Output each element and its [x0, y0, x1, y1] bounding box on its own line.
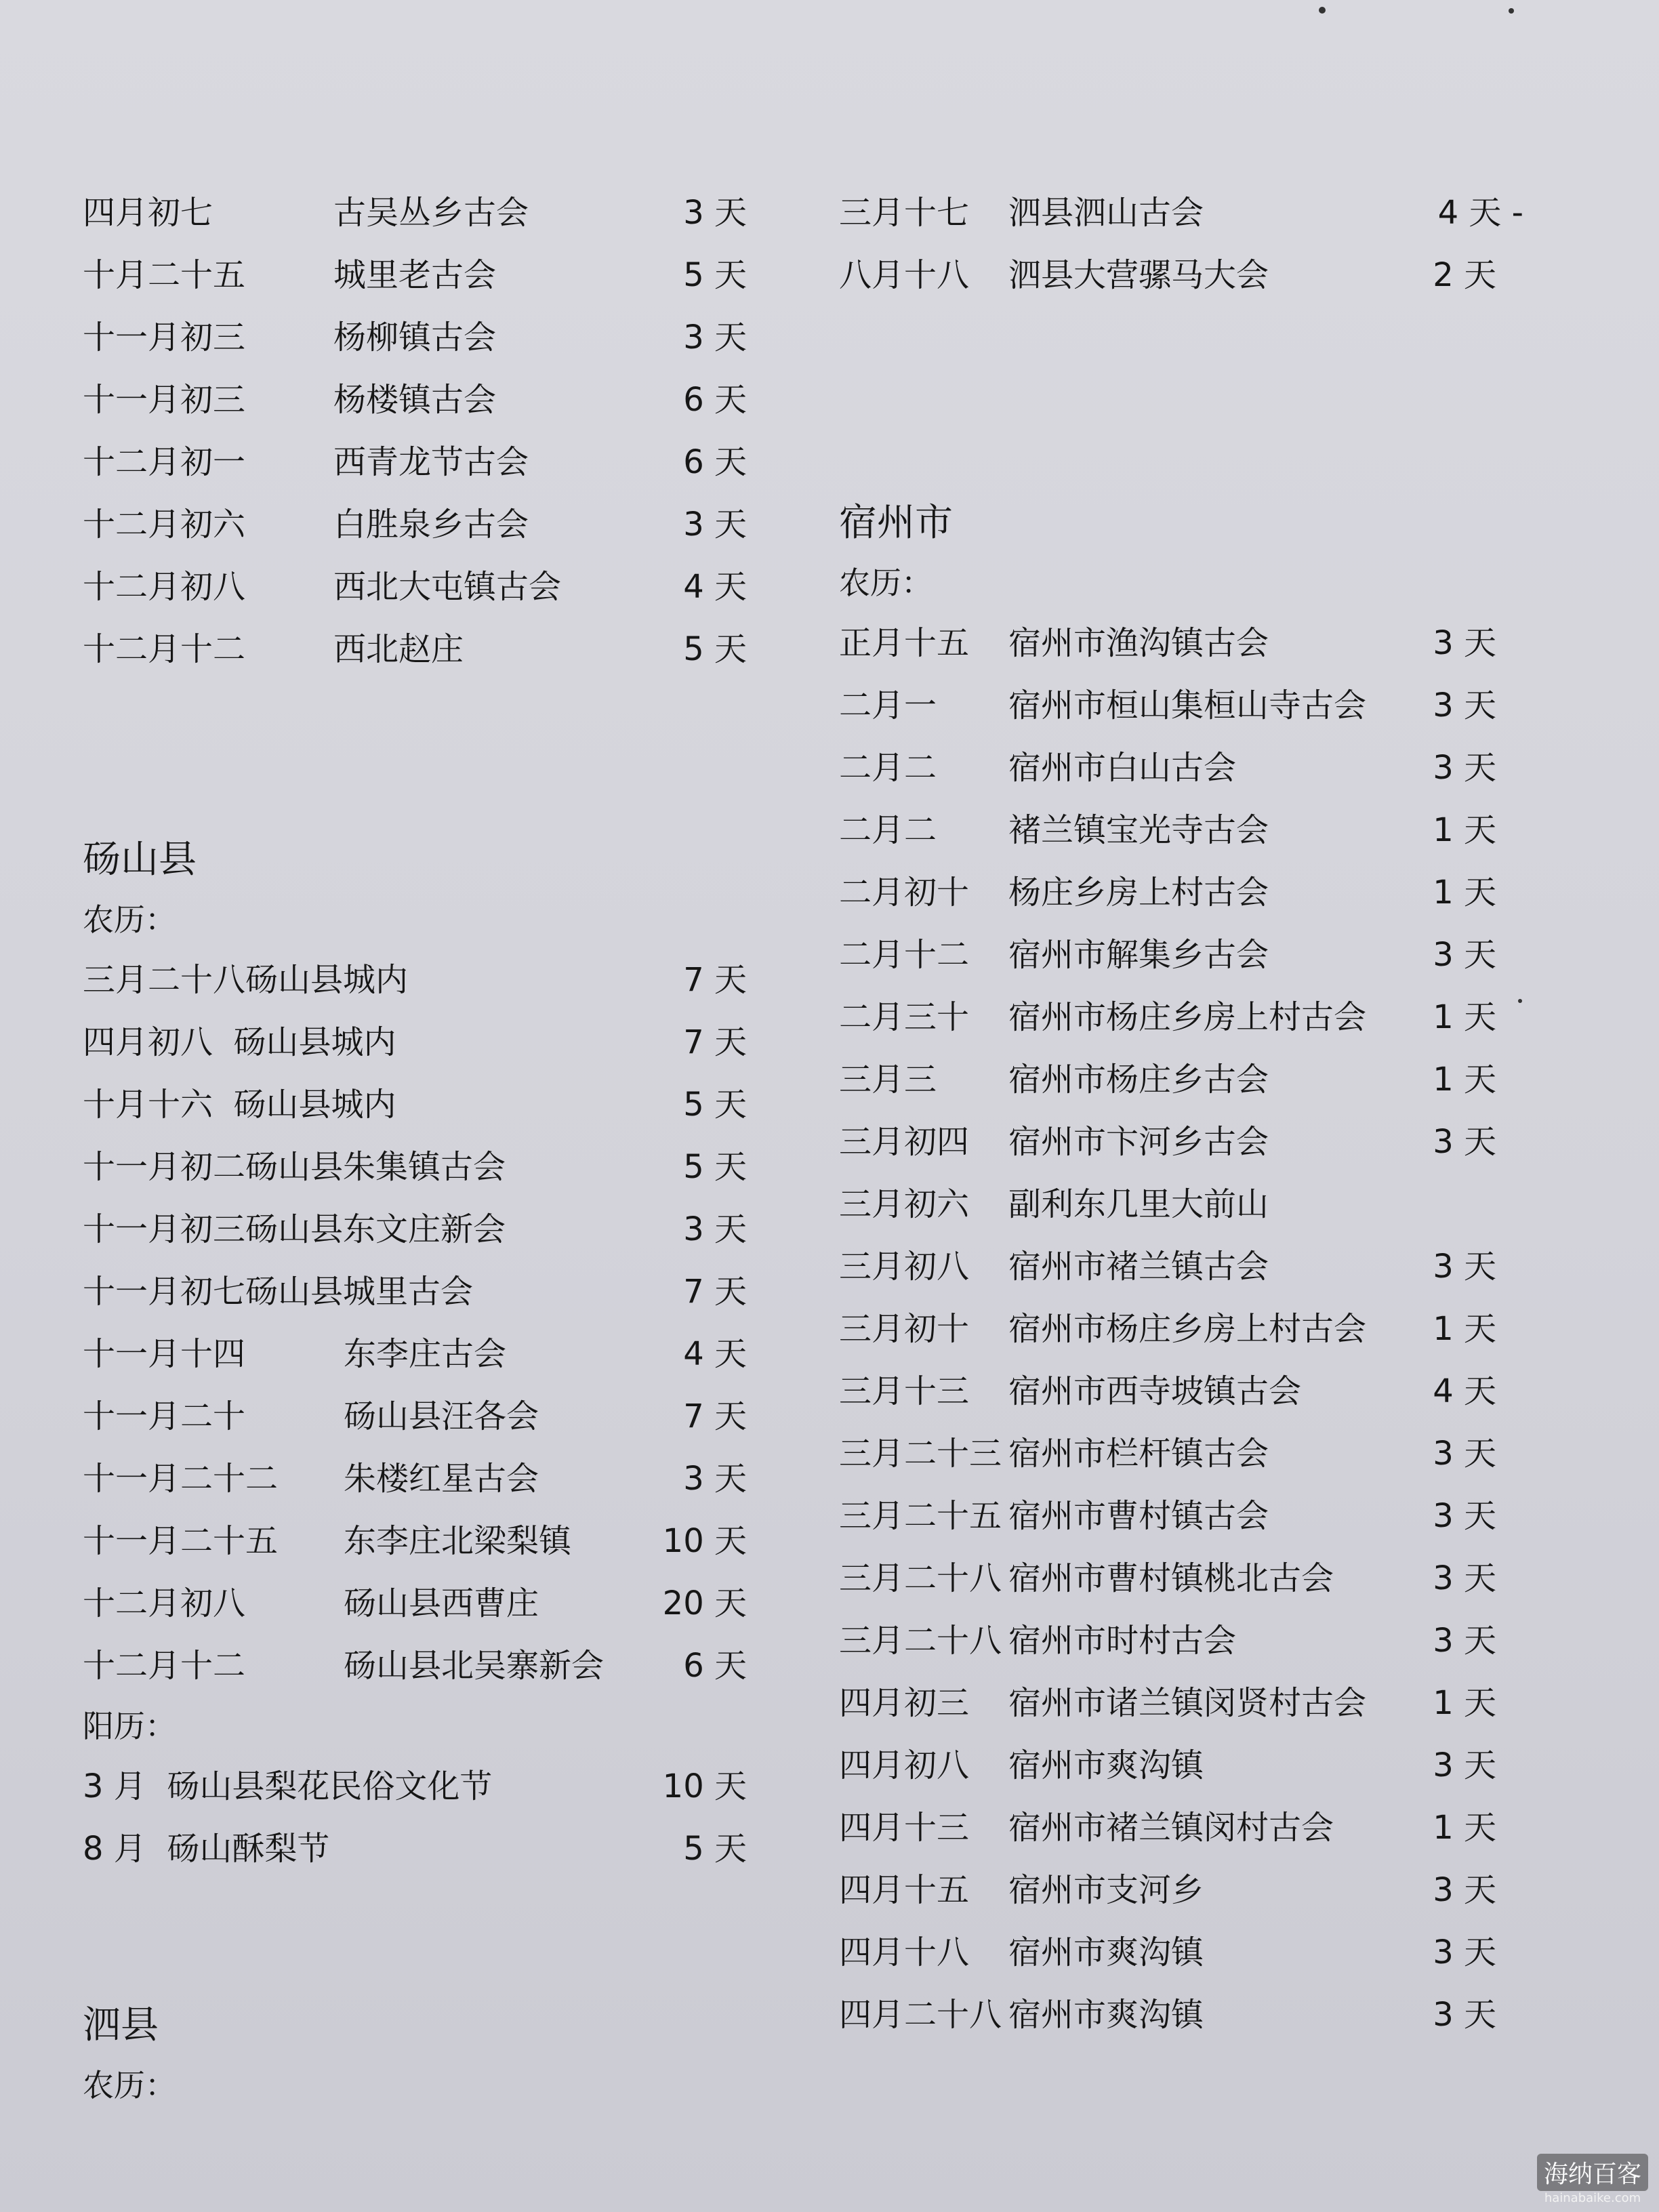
table-row [83, 1635, 760, 1697]
table-row [83, 182, 760, 244]
days-cell: 5 天 [683, 630, 747, 668]
table-row [83, 1323, 760, 1385]
date-cell: 三月二十八 [839, 1622, 1002, 1660]
days-cell: 3 天 [1433, 1123, 1496, 1161]
table-row [83, 244, 760, 306]
place-cell: 宿州市诸兰镇闵贤村古会 [1008, 1684, 1367, 1722]
table-row [83, 1011, 760, 1073]
date-cell: 十一月二十二 [83, 1460, 279, 1498]
entry-text: 十一月初二砀山县朱集镇古会 [83, 1148, 506, 1186]
days-cell: 3 天 [683, 194, 747, 232]
entry-text: 十一月初三砀山县东文庄新会 [83, 1210, 506, 1248]
days-cell: 1 天 [1433, 1809, 1496, 1847]
days-cell: 1 天 [1433, 874, 1496, 912]
entry-text: 三月二十八砀山县城内 [83, 961, 409, 999]
place-cell: 宿州市褚兰镇闵村古会 [1008, 1809, 1334, 1847]
date-cell: 十二月初一 [83, 443, 246, 481]
days-cell: 3 天 [1433, 1435, 1496, 1473]
days-cell: 3 天 [683, 1460, 747, 1498]
table-row [839, 1921, 1523, 1984]
table-row [839, 674, 1523, 737]
days-cell: 6 天 [683, 443, 747, 481]
place-cell: 泗县大营骡马大会 [1008, 256, 1269, 294]
date-cell: 三月初十 [839, 1310, 970, 1348]
lunar-calendar-label: 农历： [839, 565, 933, 601]
table-row [839, 1048, 1523, 1111]
days-cell: 6 天 [683, 381, 747, 419]
table-row [83, 949, 760, 1011]
left-column [83, 182, 760, 2114]
days-cell: 3 天 [1433, 1497, 1496, 1535]
place-cell: 泗县泗山古会 [1008, 194, 1204, 232]
place-cell: 宿州市杨庄乡房上村古会 [1008, 998, 1367, 1036]
table-row [83, 1198, 760, 1261]
date-cell: 四月十八 [839, 1933, 970, 1971]
place-cell: 宿州市西寺坡镇古会 [1008, 1372, 1302, 1410]
table-row [839, 1610, 1523, 1672]
place-cell: 宿州市杨庄乡房上村古会 [1008, 1310, 1367, 1348]
place-cell: 杨楼镇古会 [333, 381, 497, 419]
table-row [83, 618, 760, 680]
section-heading-suzhou: 宿州市 [839, 501, 953, 545]
place-cell: 宿州市爽沟镇 [1008, 1746, 1204, 1784]
table-row [839, 1734, 1523, 1797]
suzhou-table [839, 612, 1523, 2046]
table-row [839, 1173, 1523, 1235]
days-cell: 7 天 [683, 1273, 747, 1311]
table-row [83, 369, 760, 431]
date-cell: 四月初三 [839, 1684, 970, 1722]
place-cell: 白胜泉乡古会 [333, 506, 529, 544]
table-row [839, 244, 1523, 306]
date-cell: 三月初四 [839, 1123, 970, 1161]
table-row [839, 1111, 1523, 1173]
days-cell: 2 天 [1433, 256, 1496, 294]
date-cell: 十二月初八 [83, 568, 246, 606]
date-cell: 二月二 [839, 749, 937, 787]
date-cell: 三月三 [839, 1061, 937, 1099]
days-cell: 3 天 [1433, 624, 1496, 662]
place-cell: 城里老古会 [333, 256, 497, 294]
place-cell: 宿州市褚兰镇古会 [1008, 1248, 1269, 1286]
place-cell: 杨庄乡房上村古会 [1008, 874, 1269, 912]
date-cell: 二月三十 [839, 998, 970, 1036]
table-row [83, 1510, 760, 1572]
days-cell: 3 天 [1433, 1248, 1496, 1286]
days-cell: 4 天 [683, 568, 747, 606]
place-cell: 宿州市时村古会 [1008, 1622, 1237, 1660]
place-cell: 西北大屯镇古会 [333, 568, 562, 606]
place-cell: 朱楼红星古会 [344, 1460, 539, 1498]
place-cell: 砀山县西曹庄 [344, 1584, 539, 1622]
days-cell: 3 天 [1433, 749, 1496, 787]
table-row [83, 1572, 760, 1635]
days-cell: 3 天 [1433, 1871, 1496, 1909]
place-cell: 西青龙节古会 [333, 443, 529, 481]
days-cell: 3 天 [1433, 1746, 1496, 1784]
place-cell: 宿州市曹村镇桃北古会 [1008, 1559, 1334, 1597]
date-cell: 十一月二十 [83, 1397, 246, 1435]
place-cell: 宿州市爽沟镇 [1008, 1996, 1204, 2034]
entry-text: 8 月 砀山酥梨节 [83, 1830, 330, 1868]
entry-text: 四月初八 砀山县城内 [83, 1023, 396, 1061]
table-row [83, 1261, 760, 1323]
date-cell: 四月二十八 [839, 1996, 1002, 2034]
days-cell: 5 天 [683, 1830, 747, 1868]
date-cell: 二月十二 [839, 936, 970, 974]
table-row [839, 799, 1523, 861]
place-cell: 东李庄古会 [344, 1335, 507, 1373]
days-cell: 7 天 [683, 1397, 747, 1435]
table-row [839, 986, 1523, 1048]
days-cell: 10 天 [662, 1767, 747, 1805]
days-cell: 7 天 [683, 1023, 747, 1061]
place-cell: 宿州市栏杆镇古会 [1008, 1435, 1269, 1473]
days-cell: 5 天 [683, 1148, 747, 1186]
date-cell: 二月二 [839, 811, 937, 849]
speck-mark [1319, 7, 1326, 14]
days-cell: 1 天 [1433, 1310, 1496, 1348]
table-row [839, 1672, 1523, 1734]
days-cell: 1 天 [1433, 1061, 1496, 1099]
section-heading-sixian: 泗县 [83, 2003, 159, 2047]
days-cell: 5 天 [683, 256, 747, 294]
table-row [83, 1448, 760, 1510]
date-cell: 四月十三 [839, 1809, 970, 1847]
date-cell: 十二月十二 [83, 1647, 246, 1685]
days-cell: 4 天 [683, 1335, 747, 1373]
date-cell: 十二月初八 [83, 1584, 246, 1622]
entry-text: 十月十六 砀山县城内 [83, 1086, 396, 1124]
watermark-url: hainabaike.com [1544, 2191, 1641, 2205]
table-row [839, 1984, 1523, 2046]
place-cell: 褚兰镇宝光寺古会 [1008, 811, 1269, 849]
table-row [839, 182, 1523, 244]
date-cell: 三月初八 [839, 1248, 970, 1286]
table-row [839, 1547, 1523, 1610]
days-cell: 3 天 [1433, 687, 1496, 724]
speck-mark [1509, 8, 1514, 14]
solar-calendar-label: 阳历： [83, 1708, 176, 1744]
days-cell: 6 天 [683, 1647, 747, 1685]
table-row [839, 1422, 1523, 1485]
date-cell: 三月初六 [839, 1185, 970, 1223]
days-cell: 5 天 [683, 1086, 747, 1124]
watermark-title: 海纳百客 [1537, 2154, 1648, 2191]
place-cell: 古吴丛乡古会 [333, 194, 529, 232]
date-cell: 二月一 [839, 687, 937, 724]
date-cell: 十二月初六 [83, 506, 246, 544]
date-cell: 八月十八 [839, 256, 970, 294]
days-cell: 1 天 [1433, 1684, 1496, 1722]
table-row [839, 1797, 1523, 1859]
date-cell: 十一月十四 [83, 1335, 246, 1373]
date-cell: 十一月初三 [83, 319, 246, 356]
place-cell: 宿州市卞河乡古会 [1008, 1123, 1269, 1161]
place-cell: 宿州市曹村镇古会 [1008, 1497, 1269, 1535]
date-cell: 正月十五 [839, 624, 970, 662]
place-cell: 宿州市解集乡古会 [1008, 936, 1269, 974]
place-cell: 杨柳镇古会 [333, 319, 497, 356]
section-gap [839, 306, 1523, 479]
days-cell: 3 天 [1433, 1559, 1496, 1597]
days-cell: 4 天 [1433, 1372, 1496, 1410]
date-cell: 四月十五 [839, 1871, 970, 1909]
days-cell: 1 天 [1433, 811, 1496, 849]
table-row [83, 1755, 760, 1818]
date-cell: 十月二十五 [83, 256, 246, 294]
place-cell: 宿州市桓山集桓山寺古会 [1008, 687, 1367, 724]
table-row [839, 1235, 1523, 1298]
table-row [83, 431, 760, 493]
section-gap [83, 680, 760, 816]
date-cell: 二月初十 [839, 874, 970, 912]
days-cell: 1 天 [1433, 998, 1496, 1036]
entry-text: 3 月 砀山县梨花民俗文化节 [83, 1767, 493, 1805]
table-row [83, 1818, 760, 1880]
table-row [83, 1385, 760, 1448]
date-cell: 三月二十五 [839, 1497, 1002, 1535]
lunar-calendar-label: 农历： [83, 901, 176, 938]
place-cell: 砀山县北吴寨新会 [344, 1647, 605, 1685]
lunar-calendar-label: 农历： [83, 2067, 176, 2104]
days-cell: 3 天 [683, 1210, 747, 1248]
table-row [839, 1360, 1523, 1422]
entry-text: 十一月初七砀山县城里古会 [83, 1273, 474, 1311]
place-cell: 副利东几里大前山 [1008, 1185, 1269, 1223]
date-cell: 三月十三 [839, 1372, 970, 1410]
place-cell: 宿州市渔沟镇古会 [1008, 624, 1269, 662]
days-cell: 10 天 [662, 1522, 747, 1560]
place-cell: 砀山县汪各会 [344, 1397, 539, 1435]
days-cell: 4 天 - [1437, 194, 1523, 232]
days-cell: 3 天 [1433, 1622, 1496, 1660]
table-row [83, 556, 760, 618]
table-row [839, 861, 1523, 924]
place-cell: 宿州市杨庄乡古会 [1008, 1061, 1269, 1099]
days-cell: 3 天 [1433, 936, 1496, 974]
table-row [839, 737, 1523, 799]
days-cell: 3 天 [1433, 1933, 1496, 1971]
date-cell: 四月初七 [83, 194, 213, 232]
table-row [83, 306, 760, 369]
section-heading-dangshan: 砀山县 [83, 838, 197, 882]
watermark-logo [1537, 2154, 1648, 2205]
table-row [83, 1136, 760, 1198]
section-gap [83, 1880, 760, 1982]
table-row [839, 1298, 1523, 1360]
place-cell: 宿州市爽沟镇 [1008, 1933, 1204, 1971]
date-cell: 三月十七 [839, 194, 970, 232]
table-row [83, 493, 760, 556]
date-cell: 十一月初三 [83, 381, 246, 419]
days-cell: 3 天 [683, 319, 747, 356]
days-cell: 3 天 [1433, 1996, 1496, 2034]
place-cell: 东李庄北梁梨镇 [344, 1522, 572, 1560]
date-cell: 三月二十八 [839, 1559, 1002, 1597]
place-cell: 宿州市白山古会 [1008, 749, 1237, 787]
date-cell: 三月二十三 [839, 1435, 1002, 1473]
place-cell: 西北赵庄 [333, 630, 464, 668]
table-row [83, 1073, 760, 1136]
days-cell: 20 天 [662, 1584, 747, 1622]
table-row [839, 924, 1523, 986]
table-row [839, 1485, 1523, 1547]
date-cell: 十一月二十五 [83, 1522, 279, 1560]
right-column [839, 182, 1523, 2046]
speck-mark [1518, 999, 1522, 1003]
date-cell: 十二月十二 [83, 630, 246, 668]
days-cell: 7 天 [683, 961, 747, 999]
date-cell: 四月初八 [839, 1746, 970, 1784]
days-cell: 3 天 [683, 506, 747, 544]
place-cell: 宿州市支河乡 [1008, 1871, 1204, 1909]
table-row [839, 612, 1523, 674]
table-row [839, 1859, 1523, 1921]
